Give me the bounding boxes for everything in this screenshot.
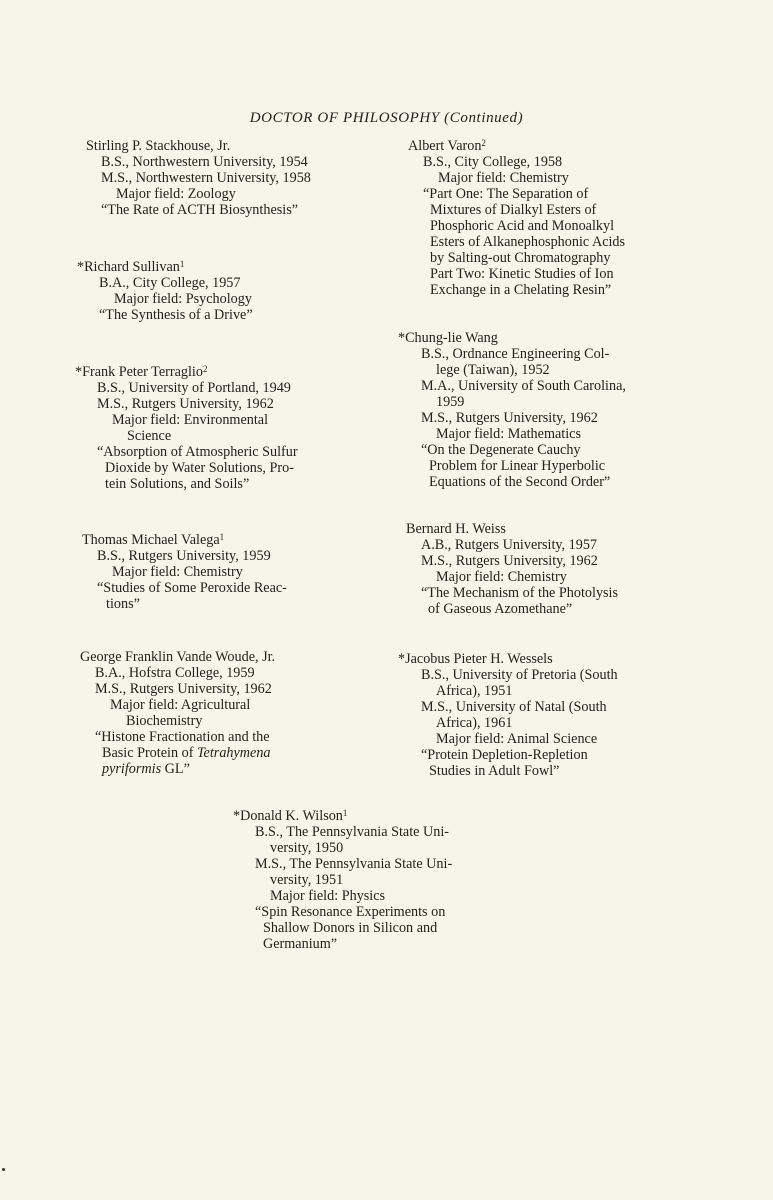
entry-vandewoude [80,649,275,777]
degree-line: M.S., Northwestern University, 1958 [101,170,311,186]
dissertation-title: Part Two: Kinetic Studies of Ion [430,266,614,282]
entry-wilson [233,808,452,952]
page-heading: DOCTOR OF PHILOSOPHY (Continued) [249,110,524,126]
degree-line: B.S., City College, 1958 [423,154,563,170]
dissertation-title: “Part One: The Separation of [423,186,589,202]
degree-line: versity, 1951 [270,872,344,888]
major-field: Major field: Chemistry [112,564,243,580]
major-field: Major field: Environmental [112,412,269,428]
entry-name: *Jacobus Pieter H. Wessels [398,651,553,667]
degree-line: M.A., University of South Carolina, [421,378,626,394]
dissertation-title: Germanium” [263,936,338,952]
major-field: Biochemistry [126,713,203,729]
degree-line: M.S., Rutgers University, 1962 [421,553,598,569]
dissertation-title: “The Synthesis of a Drive” [99,307,253,323]
major-field: Major field: Psychology [114,291,252,307]
entry-name: *Donald K. Wilson$^1$ [233,808,348,824]
degree-line: M.S., The Pennsylvania State Uni- [255,856,453,872]
degree-line: B.S., The Pennsylvania State Uni- [255,824,450,840]
entry-terraglio [75,364,298,492]
degree-line: B.S., University of Pretoria (South [421,667,618,683]
dissertation-title: Dioxide by Water Solutions, Pro- [105,460,294,476]
major-field: Major field: Physics [270,888,386,904]
dissertation-title: Mixtures of Dialkyl Esters of [430,202,597,218]
dissertation-title: “Histone Fractionation and the [95,729,270,745]
dissertation-title: “Absorption of Atmospheric Sulfur [97,444,298,460]
degree-line: B.S., University of Portland, 1949 [97,380,291,396]
entry-weiss [406,521,618,617]
entry-name: Bernard H. Weiss [406,521,506,537]
degree-line: M.S., University of Natal (South [421,699,607,715]
entry-valega [82,532,287,612]
degree-line: B.A., Hofstra College, 1959 [95,665,255,681]
major-field: Major field: Zoology [116,186,236,202]
degree-line: B.S., Rutgers University, 1959 [97,548,271,564]
entry-name: Albert Varon$^2$ [408,138,486,154]
major-field: Major field: Animal Science [436,731,598,747]
major-field: Major field: Agricultural [110,697,251,713]
dissertation-title: “The Mechanism of the Photolysis [421,585,619,601]
entry-name: *Chung-lie Wang [398,330,498,346]
entry-name: *Richard Sullivan$^1$ [77,259,185,275]
dissertation-title: “On the Degenerate Cauchy [421,442,581,458]
degree-line: lege (Taiwan), 1952 [436,362,550,378]
major-field: Major field: Chemistry [436,569,567,585]
dissertation-title: pyriformis GL” [102,761,190,777]
major-field: Science [127,428,172,444]
degree-line: B.A., City College, 1957 [99,275,241,291]
paper-speck [2,1168,5,1171]
dissertation-title: Studies in Adult Fowl” [429,763,560,779]
dissertation-title: Problem for Linear Hyperbolic [429,458,606,474]
dissertation-title: Exchange in a Chelating Resin” [430,282,612,298]
entry-stackhouse [86,138,311,218]
entry-name: Thomas Michael Valega$^1$ [82,532,225,548]
degree-line: M.S., Rutgers University, 1962 [97,396,274,412]
entry-wang [398,330,626,490]
degree-line: B.S., Northwestern University, 1954 [101,154,308,170]
entry-wessels [398,651,618,779]
major-field: Major field: Mathematics [436,426,581,442]
degree-line: M.S., Rutgers University, 1962 [421,410,598,426]
degree-line: Africa), 1951 [436,683,513,699]
dissertation-title: Equations of the Second Order” [429,474,611,490]
dissertation-title: “Spin Resonance Experiments on [255,904,446,920]
major-field: Major field: Chemistry [438,170,569,186]
dissertation-title: Phosphoric Acid and Monoalkyl [430,218,615,234]
degree-line: 1959 [436,394,465,410]
entry-name: *Frank Peter Terraglio$^2$ [75,364,208,380]
dissertation-title: of Gaseous Azomethane” [428,601,573,617]
degree-line: M.S., Rutgers University, 1962 [95,681,272,697]
degree-line: Africa), 1961 [436,715,513,731]
dissertation-title: Shallow Donors in Silicon and [263,920,438,936]
dissertation-title: “Studies of Some Peroxide Reac- [97,580,287,596]
entry-name: Stirling P. Stackhouse, Jr. [86,138,231,154]
entry-name: George Franklin Vande Woude, Jr. [80,649,276,665]
dissertation-title: “The Rate of ACTH Biosynthesis” [101,202,299,218]
entry-varon [408,138,625,298]
degree-line: versity, 1950 [270,840,344,856]
dissertation-title: Esters of Alkanephosphonic Acids [430,234,626,250]
dissertation-title: “Protein Depletion-Repletion [421,747,588,763]
dissertation-title: by Salting-out Chromatography [430,250,611,266]
entry-sullivan [77,259,253,323]
dissertation-title: tein Solutions, and Soils” [105,476,250,492]
degree-line: B.S., Ordnance Engineering Col- [421,346,610,362]
dissertation-title: tions” [106,596,140,612]
dissertation-title: Basic Protein of Tetrahymena [102,745,271,761]
degree-line: A.B., Rutgers University, 1957 [421,537,598,553]
